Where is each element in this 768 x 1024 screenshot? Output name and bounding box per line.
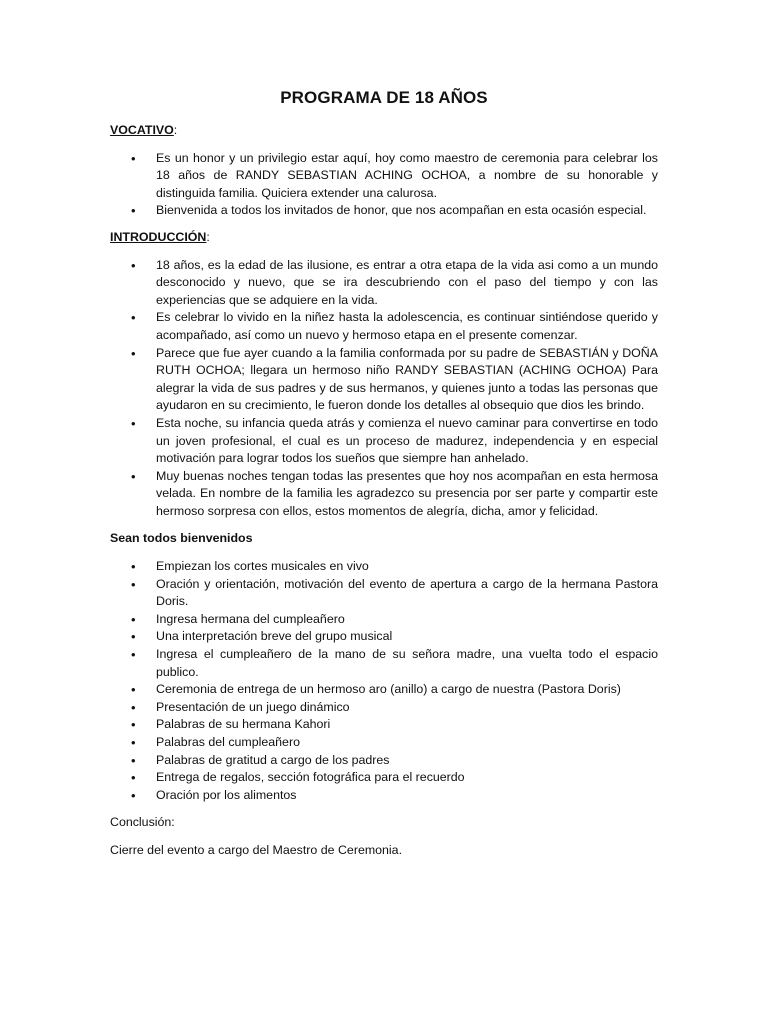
conclusion-label: Conclusión: [110,815,175,830]
list-item: • Palabras de su hermana Kahori [131,717,331,733]
bullet-icon: • [131,611,136,627]
section-heading-introduccion: INTRODUCCIÓN: [110,229,210,244]
bullet-list-programa [110,558,658,804]
list-item: • Esta noche, su infancia queda atrás y comienza el nuevo caminar para convertirse en todo un joven profesional, el cual es un proceso de madurez, independencia y en especial motivación para lograr todos los sueños que siempre han anhelado. [131,415,658,466]
bullet-icon: • [131,629,136,645]
list-item: • Es celebrar lo vivido en la niñez hasta la adolescencia, es continuar sintiéndose querido y acompañado, así como un nuevo y hermoso etapa en el presente comenzar. [131,310,658,342]
bullet-icon: • [131,559,136,575]
section-heading-bienvenidos: Sean todos bienvenidos [110,531,253,546]
bullet-icon: • [131,310,136,326]
section-heading-vocativo: VOCATIVO: [110,123,178,137]
bullet-icon: • [131,787,136,803]
list-item: • Ceremonia de entrega de un hermoso aro (anillo) a cargo de nuestra (Pastora Doris) [131,682,621,698]
list-item: • Muy buenas noches tengan todas las presentes que hoy nos acompañan en esta hermosa velada. En nombre de la familia les agradezco su presencia por ser parte y compartir este hermoso sorpresa con ellos, estos momentos de alegría, dicha, amor y felicidad. [131,468,658,518]
section-introduccion [110,229,658,521]
list-item: • Parece que fue ayer cuando a la familia conformada por su padre de SEBASTIÁN y DOÑA RUTH OCHOA; llegara un hermoso niño RANDY SEBASTIAN (ACHING OCHOA) Para alegrar la vida de sus padres y de sus hermanos, y quienes junto a todas las personas que ayudaron en su crecimiento, le fueron donde los detalles al obsequio que dios les brindo. [131,345,658,413]
bullet-icon: • [131,345,136,361]
list-item: • Ingresa el cumpleañero de la mano de su señora madre, una vuelta todo el espacio publico. [131,647,658,679]
bullet-icon: • [131,770,136,786]
list-item: • Oración por los alimentos [131,787,297,803]
bullet-icon: • [131,717,136,733]
bullet-icon: • [131,203,136,219]
section-vocativo [110,122,658,220]
closing-text: Cierre del evento a cargo del Maestro de Ceremonia. [110,842,403,857]
bullet-icon: • [131,576,136,592]
bullet-icon: • [131,647,136,663]
list-item: • Ingresa hermana del cumpleañero [131,611,345,627]
list-item: • Bienvenida a todos los invitados de honor, que nos acompañan en esta ocasión especial. [131,203,647,219]
section-bienvenidos [110,530,658,804]
bullet-list-vocativo [110,150,658,220]
document-title: PROGRAMA DE 18 AÑOS [280,88,488,107]
list-item: • Palabras del cumpleañero [131,735,300,750]
list-item: • 18 años, es la edad de las ilusione, es entrar a otra etapa de la vida asi como a un mundo desconocido y nuevo, que se ira descubriendo con el paso del tiempo y con las experiencias que se adquiere en la vida. [131,257,658,307]
bullet-icon: • [131,699,136,715]
list-item: • Oración y orientación, motivación del evento de apertura a cargo de la hermana Pastora Doris. [131,576,658,609]
list-item: • Empiezan los cortes musicales en vivo [131,559,369,575]
bullet-icon: • [131,415,136,431]
list-item: • Una interpretación breve del grupo musical [131,629,393,645]
bullet-icon: • [131,468,136,484]
bullet-icon: • [131,257,136,273]
list-item: • Palabras de gratitud a cargo de los padres [131,752,390,768]
list-item: • Es un honor y un privilegio estar aquí, hoy como maestro de ceremonia para celebrar los 18 años de RANDY SEBASTIAN ACHING OCHOA, a nombre de su honorable y distinguida familia. Quiciera extender una calurosa. [131,150,658,200]
list-item: • Presentación de un juego dinámico [131,699,350,715]
document-body [110,122,658,870]
bullet-list-introduccion [110,257,658,521]
bullet-icon: • [131,735,136,750]
bullet-icon: • [131,752,136,768]
bullet-icon: • [131,682,136,698]
list-item: • Entrega de regalos, sección fotográfica para el recuerdo [131,770,465,786]
bullet-icon: • [131,150,136,166]
